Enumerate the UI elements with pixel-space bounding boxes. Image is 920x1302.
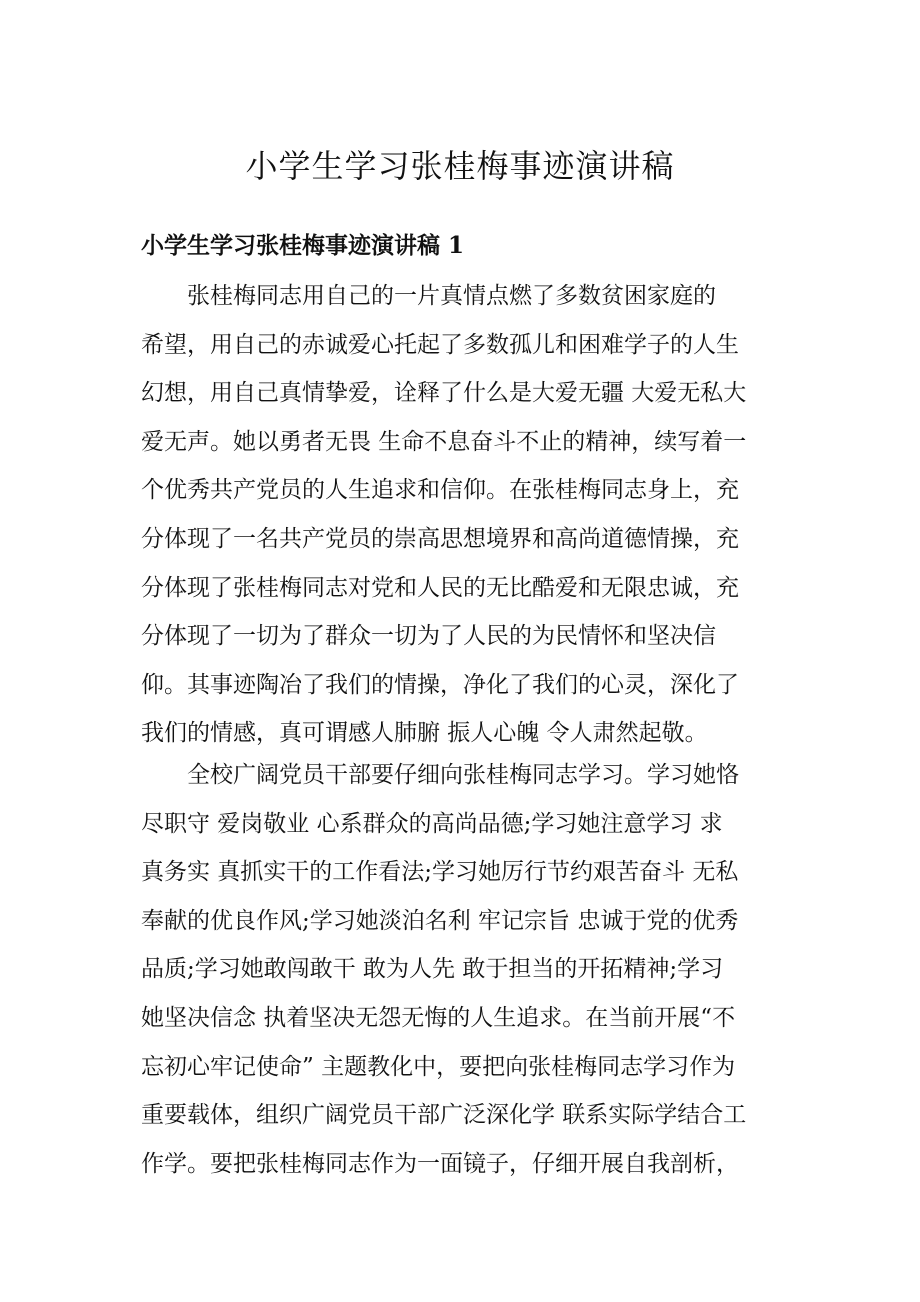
paragraph-line: 奉献的优良作风;学习她淡泊名利 牢记宗旨 忠诚于党的优秀 xyxy=(141,907,739,934)
paragraph-line: 仰。其事迹陶冶了我们的情操，净化了我们的心灵，深化了 xyxy=(141,671,739,698)
paragraph-line: 分体现了一切为了群众一切为了人民的为民情怀和坚决信 xyxy=(141,623,716,650)
paragraph-line: 爱无声。她以勇者无畏 生命不息奋斗不止的精神，续写着一 xyxy=(141,428,747,455)
paragraph-2 xyxy=(141,751,781,1188)
paragraph-line: 尽职守 爱岗敬业 心系群众的高尚品德;学习她注意学习 求 xyxy=(141,810,723,837)
paragraph-line: 品质;学习她敢闯敢干 敢为人先 敢于担当的开拓精神;学习 xyxy=(141,956,724,983)
document-title: 小学生学习张桂梅事迹演讲稿 xyxy=(245,147,675,185)
paragraph-line: 幻想，用自己真情挚爱，诠释了什么是大爱无疆 大爱无私大 xyxy=(141,380,747,407)
paragraph-line: 分体现了一名共产党员的崇高思想境界和高尚道德情操，充 xyxy=(141,525,739,552)
paragraph-line: 全校广阔党员干部要仔细向张桂梅同志学习。学习她恪 xyxy=(187,762,739,788)
paragraph-line: 希望，用自己的赤诚爱心托起了多数孤儿和困难学子的人生 xyxy=(141,331,739,358)
paragraph-line: 个优秀共产党员的人生追求和信仰。在张桂梅同志身上，充 xyxy=(141,477,739,504)
paragraph-line: 张桂梅同志用自己的一片真情点燃了多数贫困家庭的 xyxy=(187,283,716,309)
paragraph-line: 真务实 真抓实干的工作看法;学习她厉行节约艰苦奋斗 无私 xyxy=(141,859,739,886)
paragraph-line: 她坚决信念 执着坚决无怨无悔的人生追求。在当前开展“不 xyxy=(141,1004,736,1031)
paragraph-line: 忘初心牢记使命” 主题教化中，要把向张桂梅同志学习作为 xyxy=(141,1053,736,1080)
paragraph-line: 重要载体，组织广阔党员干部广泛深化学 联系实际学结合工 xyxy=(141,1102,747,1129)
section-heading: 小学生学习张桂梅事迹演讲稿 1 xyxy=(141,232,465,259)
paragraph-line: 分体现了张桂梅同志对党和人民的无比酷爱和无限忠诚，充 xyxy=(141,574,739,601)
paragraph-1 xyxy=(141,272,781,758)
paragraph-line: 作学。要把张桂梅同志作为一面镜子，仔细开展自我剖析， xyxy=(141,1150,739,1177)
paragraph-line: 我们的情感，真可谓感人肺腑 振人心魄 令人肃然起敬。 xyxy=(141,720,708,747)
